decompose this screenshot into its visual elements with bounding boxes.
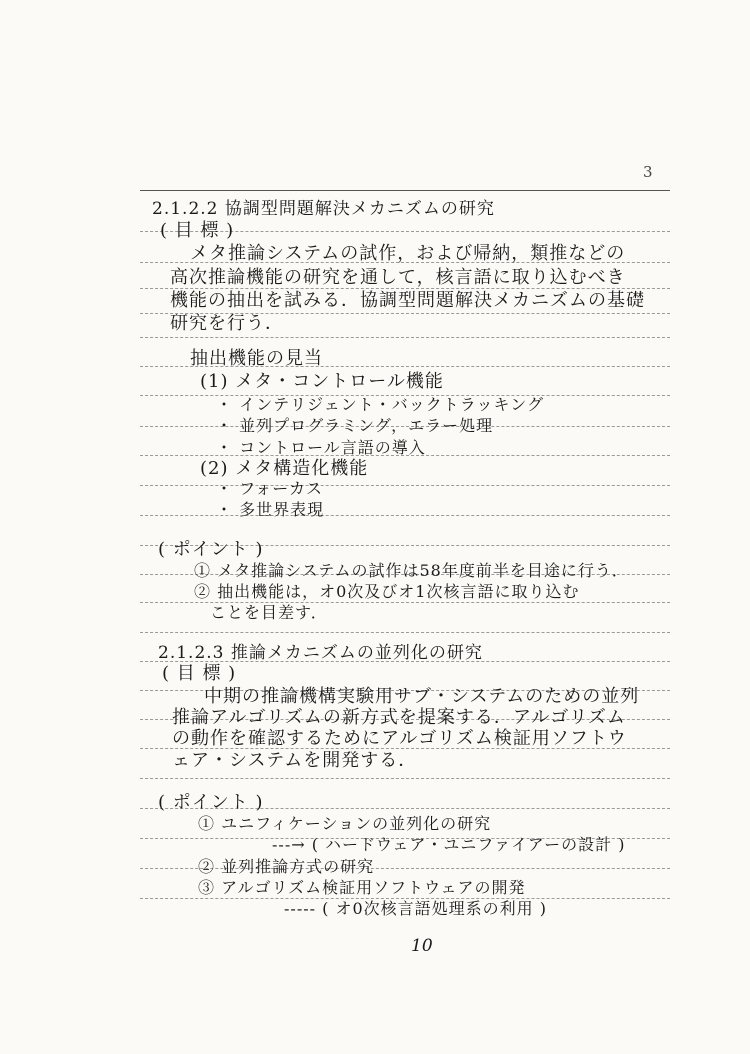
point-line: ① メタ推論システムの試作は58年度前半を目途に行う． <box>194 561 629 580</box>
page-number: 10 <box>411 936 433 956</box>
goal-line: 推論アルゴリズムの新方式を提案する．アルゴリズム <box>172 707 626 728</box>
target-title: 抽出機能の見当 <box>190 348 323 369</box>
goal-line: 機能の抽出を試みる．協調型問題解決メカニズムの基礎 <box>170 290 645 311</box>
point-label: ( ポイント ) <box>158 792 264 813</box>
point-line: ② 並列推論方式の研究 <box>198 857 375 876</box>
point-line: ---→ ( ハードウェア・ユニファイアーの設計 ) <box>272 835 626 854</box>
list-item: ・ フォーカス <box>216 479 323 498</box>
section-heading: 2.1.2.2 協調型問題解決メカニズムの研究 <box>152 199 495 219</box>
group-title: (2) メタ構造化機能 <box>200 458 369 479</box>
goal-line: ェア・システムを開発する． <box>172 750 418 771</box>
goal-label: ( 目 標 ) <box>162 663 237 684</box>
ruled-line <box>140 632 670 633</box>
list-item: ・ 多世界表現 <box>216 500 325 519</box>
point-line: ことを目差す． <box>210 603 328 622</box>
ruled-line <box>140 337 670 338</box>
goal-line: 中期の推論機構実験用サブ・システムのための並列 <box>204 686 640 707</box>
point-line: ① ユニフィケーションの並列化の研究 <box>198 814 492 833</box>
group-title: (1) メタ・コントロール機能 <box>200 371 444 392</box>
section-heading: 2.1.2.3 推論メカニズムの並列化の研究 <box>158 643 483 663</box>
goal-label: ( 目 標 ) <box>160 220 235 241</box>
point-line: ----- ( オ0次核言語処理系の利用 ) <box>284 899 547 918</box>
goal-line: 研究を行う． <box>170 313 284 334</box>
point-line: ② 抽出機能は，オ0次及びオ1次核言語に取り込む <box>194 582 580 601</box>
list-item: ・ 並列プログラミング，エラー処理 <box>216 416 494 435</box>
point-label: ( ポイント ) <box>158 539 264 560</box>
ruled-line <box>140 778 670 779</box>
page-mark: 3 <box>643 163 653 181</box>
goal-line: 高次推論機能の研究を通して，核言語に取り込むべき <box>170 267 626 288</box>
top-rule <box>140 190 670 191</box>
point-line: ③ アルゴリズム検証用ソフトウェアの開発 <box>198 878 526 897</box>
goal-line: メタ推論システムの試作，および帰納，類推などの <box>190 243 626 264</box>
list-item: ・ インテリジェント・バックトラッキング <box>216 395 544 414</box>
goal-line: の動作を確認するためにアルゴリズム検証用ソフトウ <box>172 728 627 749</box>
list-item: ・ コントロール言語の導入 <box>216 438 426 457</box>
